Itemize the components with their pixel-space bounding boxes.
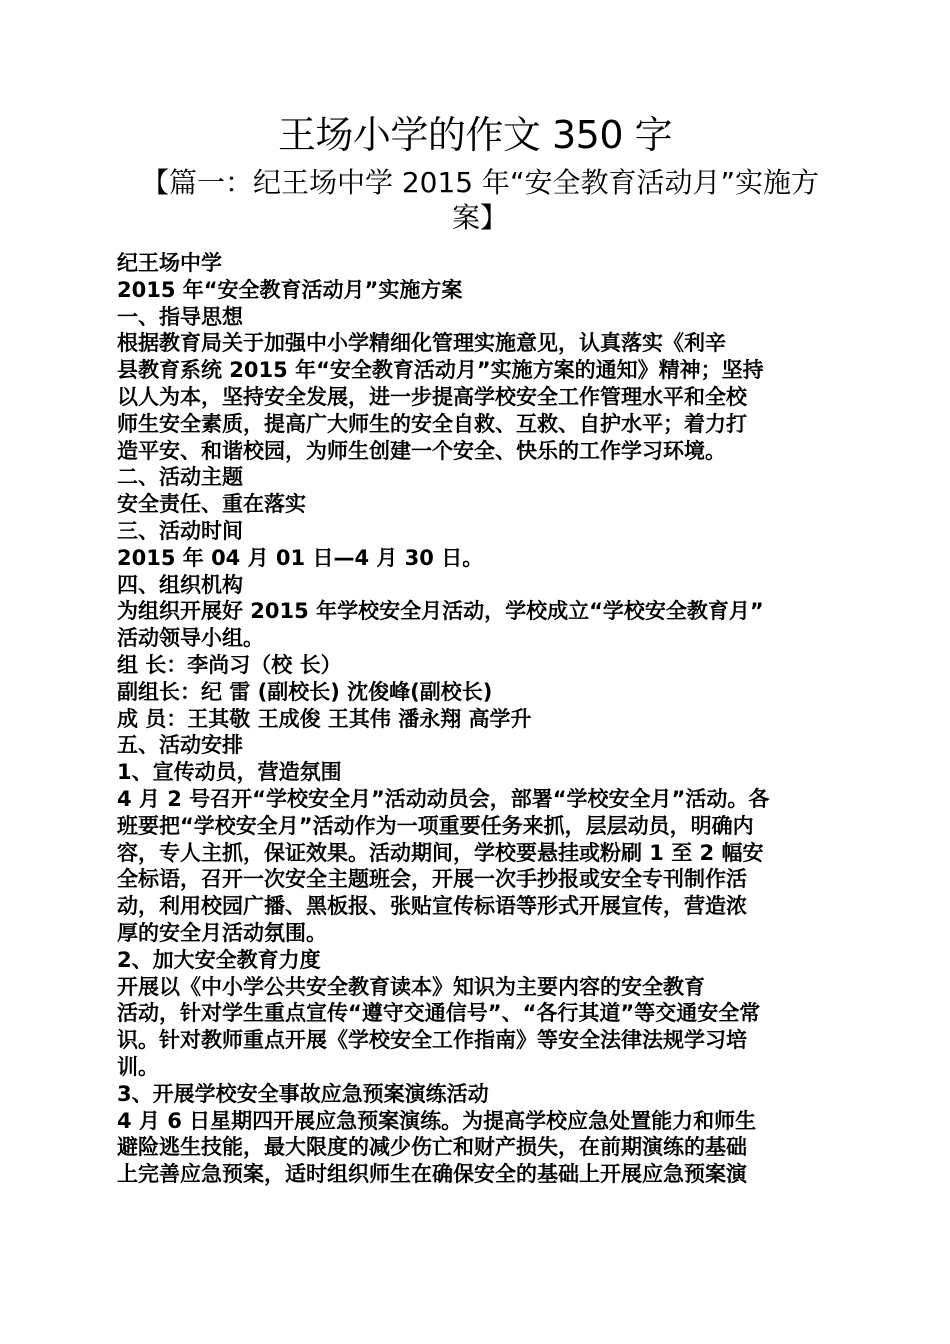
body-text-line: 识。针对教师重点开展《学校安全工作指南》等安全法律法规学习培: [117, 1028, 747, 1053]
body-text-line: 一、指导思想: [117, 304, 243, 329]
body-text-line: 2、加大安全教育力度: [117, 947, 321, 972]
body-text-line: 三、活动时间: [117, 518, 243, 543]
body-text-line: 纪王场中学: [117, 251, 222, 275]
body-text-line: 动，利用校园广播、黑板报、张贴宣传标语等形式开展宣传，营造浓: [117, 894, 747, 919]
body-text-line: 1、宣传动员，营造氛围: [117, 760, 342, 785]
body-text-line: 3、开展学校安全事故应急预案演练活动: [117, 1081, 489, 1106]
body-text-line: 成 员：王其敬 王成俊 王其伟 潘永翔 高学升: [117, 706, 532, 731]
body-text-line: 安全责任、重在落实: [117, 492, 306, 517]
body-text-line: 班要把“学校安全月”活动作为一项重要任务来抓，层层动员，明确内: [117, 813, 754, 838]
body-text-line: 师生安全素质，提高广大师生的安全自救、互救、自护水平；着力打: [117, 411, 747, 436]
body-text-line: 2015 年“安全教育活动月”实施方案: [117, 277, 463, 302]
body-text-line: 二、活动主题: [117, 465, 243, 490]
body-text-line: 根据教育局关于加强中小学精细化管理实施意见，认真落实《利辛: [117, 331, 726, 356]
body-text-line: 副组长：纪 雷 (副校长) 沈俊峰(副校长): [117, 679, 493, 704]
body-text-line: 训。: [117, 1054, 159, 1079]
body-text-line: 以人为本，坚持安全发展，进一步提高学校安全工作管理水平和全校: [117, 384, 747, 409]
document-title: 王场小学的作文 350 字: [277, 113, 673, 157]
body-text-line: 避险逃生技能，最大限度的减少伤亡和财产损失，在前期演练的基础: [117, 1135, 747, 1160]
subtitle-line: 案】: [451, 201, 508, 234]
body-text-line: 开展以《中小学公共安全教育读本》知识为主要内容的安全教育: [117, 974, 705, 999]
body-text-line: 组 长：李尚习（校 长）: [117, 652, 342, 677]
body-text-line: 四、组织机构: [117, 572, 243, 597]
body-text-line: 4 月 6 日星期四开展应急预案演练。为提高学校应急处置能力和师生: [117, 1108, 757, 1133]
document-body: [117, 250, 835, 1188]
body-text-line: 厚的安全月活动氛围。: [117, 920, 327, 945]
body-text-line: 活动领导小组。: [117, 626, 264, 651]
body-text-line: 为组织开展好 2015 年学校安全月活动，学校成立“学校安全教育月”: [117, 599, 764, 624]
body-text-line: 活动，针对学生重点宣传“遵守交通信号”、“各行其道”等交通安全常: [117, 1001, 761, 1026]
body-text-line: 4 月 2 号召开“学校安全月”活动动员会，部署“学校安全月”活动。各: [117, 786, 770, 811]
body-text-line: 全标语，召开一次安全主题班会，开展一次手抄报或安全专刊制作活: [117, 867, 747, 892]
body-text-line: 县教育系统 2015 年“安全教育活动月”实施方案的通知》精神；坚持: [117, 358, 764, 383]
body-text-line: 2015 年 04 月 01 日—4 月 30 日。: [117, 545, 484, 570]
document-subtitle: [130, 165, 830, 235]
body-text-line: 造平安、和谐校园，为师生创建一个安全、快乐的工作学习环境。: [117, 438, 726, 463]
body-text-line: 五、活动安排: [117, 733, 243, 758]
body-text-line: 上完善应急预案，适时组织师生在确保安全的基础上开展应急预案演: [117, 1162, 747, 1187]
body-text-line: 容，专人主抓，保证效果。活动期间，学校要悬挂或粉刷 1 至 2 幅安: [117, 840, 764, 865]
subtitle-line: 【篇一：纪王场中学 2015 年“安全教育活动月”实施方: [140, 166, 820, 199]
